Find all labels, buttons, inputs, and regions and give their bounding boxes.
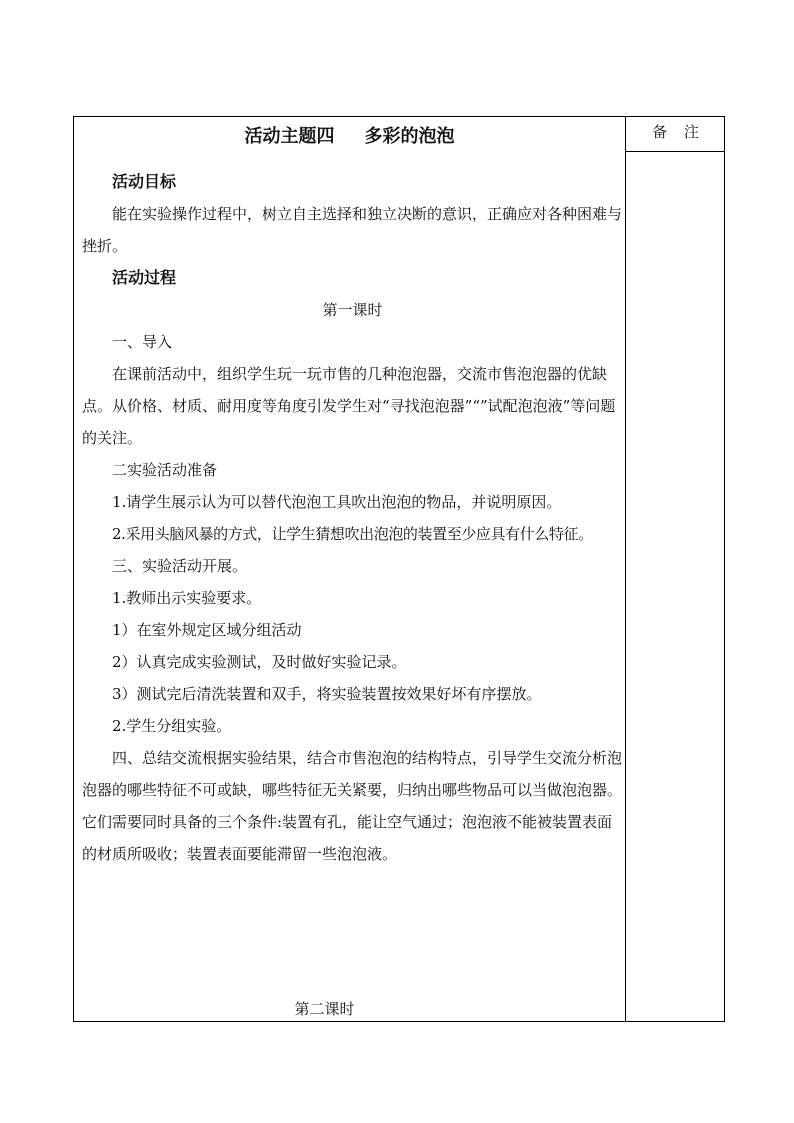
- page-title: [74, 124, 625, 150]
- experiment-subitem-3: 3）测试完后清洗装置和双手，将实验装置按效果好坏有序摆放。: [112, 685, 542, 703]
- goal-heading: 活动目标: [112, 172, 177, 191]
- experiment-subitem-2: 2）认真完成实验测试，及时做好实验记录。: [112, 653, 407, 671]
- summary-text: 四、总结交流根据实验结果，结合市售泡泡的结构特点，引导学生交流分析泡泡器的哪些特征不可或缺，哪些特征无关紧要，归纳出哪些物品可以当做泡泡器。它们需要同时具备的三个条件:装置有孔，能让空气通过；泡泡液不能被装置表面的材质所吸收；装置表面要能滞留一些泡泡液。: [82, 749, 623, 863]
- lesson2-title: 第二课时: [294, 1000, 355, 1018]
- prep-item-1: 1.请学生展示认为可以替代泡泡工具吹出泡泡的物品，并说明原因。: [112, 493, 562, 511]
- intro-heading: 一、导入: [112, 333, 173, 351]
- experiment-item-2: 2.学生分组实验。: [112, 717, 232, 735]
- main-content-cell: [74, 117, 625, 1021]
- experiment-item-1: 1.教师出示实验要求。: [112, 589, 262, 607]
- experiment-subitem-1: 1）在室外规定区域分组活动: [112, 621, 302, 639]
- goal-text: 能在实验操作过程中，树立自主选择和独立决断的意识，正确应对各种困难与挫折。: [82, 205, 623, 255]
- lesson-content: [82, 166, 623, 870]
- experiment-heading: 三、实验活动开展。: [112, 557, 248, 575]
- intro-text: 在课前活动中，组织学生玩一玩市售的几种泡泡器，交流市售泡泡器的优缺点。从价格、材质、耐用度等角度引发学生对“寻找泡泡器”“”试配泡泡液”等问题的关注。: [82, 365, 616, 447]
- title-theme-name: 多彩的泡泡: [364, 126, 455, 147]
- lesson1-title: 第一课时: [322, 301, 383, 319]
- column-divider: [625, 117, 626, 1021]
- prep-heading: 二实验活动准备: [112, 461, 218, 479]
- process-heading: 活动过程: [112, 268, 177, 287]
- title-theme-number: 活动主题四: [244, 126, 335, 147]
- remark-column-header: 备 注: [626, 117, 725, 152]
- prep-item-2: 2.采用头脑风暴的方式，让学生猜想吹出泡泡的装置至少应具有什么特征。: [112, 525, 593, 543]
- lesson-plan-table: [73, 116, 725, 1022]
